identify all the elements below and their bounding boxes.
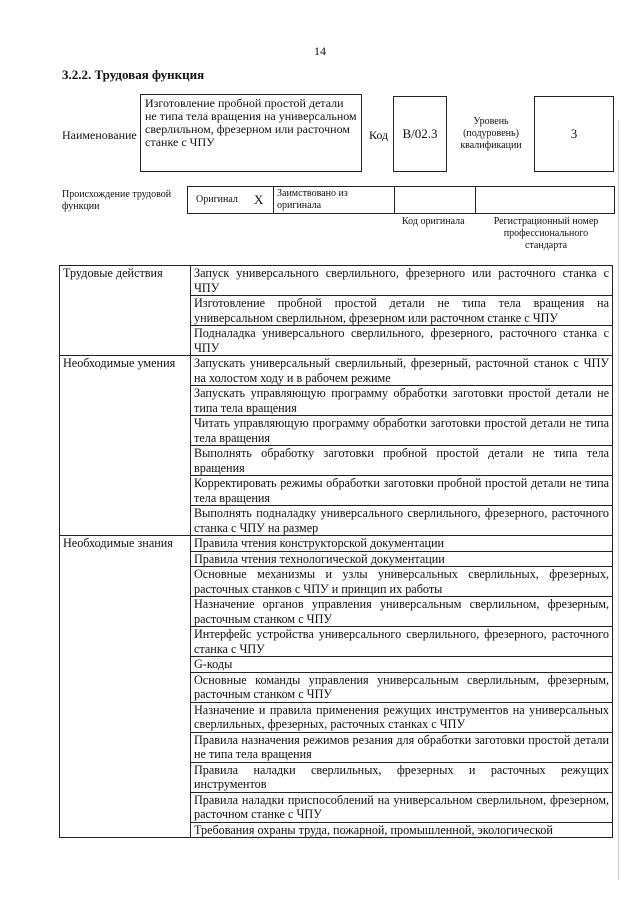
- table-row: [60, 356, 613, 386]
- section-item: Правила наладки приспособлений на универсальном сверлильном, фрезерном, расточном станке с ЧПУ: [191, 792, 613, 822]
- borrowed-label: Заимствовано из оригинала: [277, 188, 348, 211]
- function-code-box: [393, 96, 447, 172]
- name-label: Наименование: [62, 128, 137, 142]
- code-label: Код: [369, 128, 389, 142]
- original-label: Оригинал: [196, 194, 238, 205]
- page-edge-line: [618, 120, 619, 880]
- table-row: [60, 536, 613, 552]
- section-item: Запускать управляющую программу обработки заготовки простой детали не типа тела вращения: [191, 386, 613, 416]
- section-item: Выполнять обработку заготовки пробной простой детали не типа тела вращения: [191, 446, 613, 476]
- origin-row: [187, 186, 615, 214]
- section-item: Основные команды управления универсальным сверлильным, фрезерным, расточным станком с ЧПУ: [191, 672, 613, 702]
- section-item: Правила чтения конструкторской документации: [191, 536, 613, 552]
- section-item: Изготовление пробной простой детали не типа тела вращения на универсальном сверлильном, фрезерном или расточном станке с ЧПУ: [191, 296, 613, 326]
- section-title: Необходимые знания: [60, 536, 191, 838]
- origin-divider-3: [475, 186, 476, 214]
- level-box: [534, 96, 614, 172]
- reg-number-label: Регистрационный номер профессионального стандарта: [493, 216, 599, 251]
- section-item: Читать управляющую программу обработки заготовки простой детали не типа тела вращения: [191, 416, 613, 446]
- table-row: [60, 266, 613, 296]
- section-item: Запуск универсального сверлильного, фрезерного или расточного станка с ЧПУ: [191, 266, 613, 296]
- section-item: Правила чтения технологической документации: [191, 551, 613, 567]
- function-name-value: Изготовление пробной простой детали не типа тела вращения на универсальном сверлильном, фрезерном или расточном станке с ЧПУ: [145, 96, 357, 149]
- section-item: Выполнять подналадку универсального сверлильного, фрезерного, расточного станка с ЧПУ на размер: [191, 506, 613, 536]
- origin-label: Происхождение трудовой функции: [62, 189, 172, 212]
- section-item: Правила назначения режимов резания для обработки заготовки простой детали не типа тела вращения: [191, 732, 613, 762]
- section-item: Интерфейс устройства универсального сверлильного, фрезерного, расточного станка с ЧПУ: [191, 627, 613, 657]
- section-item: Требования охраны труда, пожарной, промышленной, экологической: [191, 822, 613, 838]
- original-mark: X: [254, 192, 264, 207]
- function-code-value: B/02.3: [402, 126, 438, 141]
- section-item: Основные механизмы и узлы универсальных сверлильных, фрезерных, расточных станков с ЧПУ и принцип их работы: [191, 567, 613, 597]
- section-item: Запускать универсальный сверлильный, фрезерный, расточной станок с ЧПУ на холостом ходу и в рабочем режиме: [191, 356, 613, 386]
- level-label: Уровень (подуровень) квалификации: [460, 116, 522, 151]
- origin-divider-1: [273, 186, 274, 214]
- section-item: G-коды: [191, 657, 613, 673]
- section-heading: 3.2.2. Трудовая функция: [62, 67, 205, 82]
- function-name-box: [140, 94, 362, 172]
- section-title: Необходимые умения: [60, 356, 191, 536]
- section-item: Подналадка универсального сверлильного, фрезерного, расточного станка с ЧПУ: [191, 326, 613, 356]
- section-item: Назначение органов управления универсальным сверлильном, фрезерным, расточным станком с ЧПУ: [191, 597, 613, 627]
- section-title: Трудовые действия: [60, 266, 191, 356]
- page-number: 14: [314, 44, 326, 58]
- section-item: Корректировать режимы обработки заготовки пробной простой детали не типа тела вращения: [191, 476, 613, 506]
- level-value: 3: [570, 126, 578, 141]
- code-original-label: Код оригинала: [402, 216, 465, 227]
- function-details-table: [59, 265, 613, 838]
- section-item: Правила наладки сверлильных, фрезерных и расточных режущих инструментов: [191, 762, 613, 792]
- origin-divider-2: [394, 186, 395, 214]
- section-item: Назначение и правила применения режущих инструментов на универсальных сверлильных, фрезерных, расточных станках с ЧПУ: [191, 702, 613, 732]
